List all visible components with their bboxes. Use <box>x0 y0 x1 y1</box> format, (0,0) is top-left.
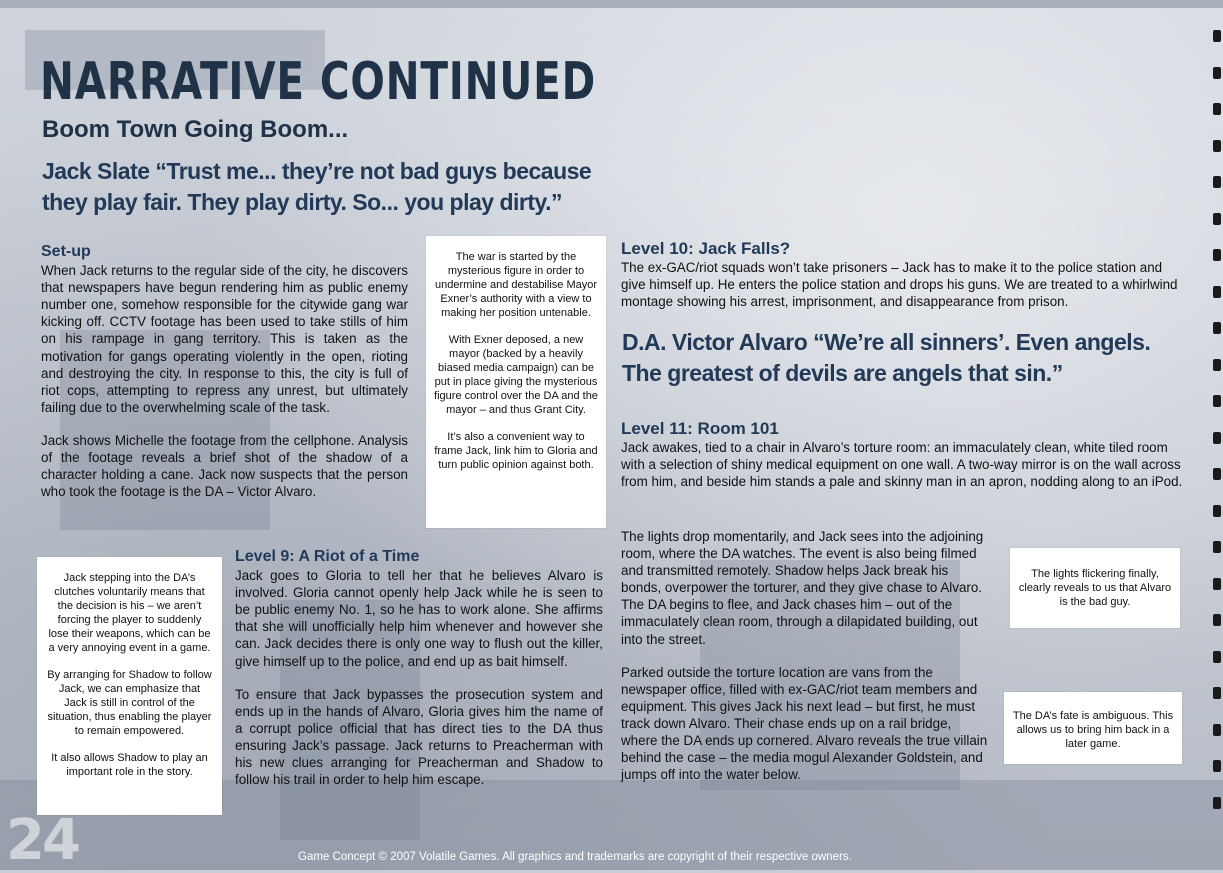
level-10-section <box>621 240 1186 326</box>
setup-paragraph: When Jack returns to the regular side of the city, he discovers that newspapers have begun rendering him as public enemy number one, somehow responsible for the citywide gang war kicking off. CCTV footage has been used to take stills of him on his rampage in gang territory. This is taken as the motivation for gangs operating violently in the open, rioting and destroying the city. In response to this, the city is full of riot cops, attempting to repress any unrest, but ultimately failing due to the overwhelming scale of the task. <box>41 263 408 415</box>
page-title: NARRATIVE CONTINUED <box>40 52 597 112</box>
note-paragraph: The DA’s fate is ambiguous. This allows us to bring him back in a later game. <box>1012 710 1174 750</box>
level-9-paragraph: Jack goes to Gloria to tell her that he believes Alvaro is involved. Gloria cannot openly help Jack while he is seen to be public enemy No. 1, so he has to work alone. She affirms that she will unofficially help him whenever and however she can. Jack decides there is only one way to flush out the killer, give himself up to the police, and end up as bait himself. <box>235 568 603 669</box>
setup-paragraph: Jack shows Michelle the footage from the cellphone. Analysis of the footage reveals a brief shot of the shadow of a character holding a cane. Jack now suspects that the person who took the footage is the DA – Victor Alvaro. <box>41 432 408 500</box>
setup-section <box>41 243 408 516</box>
level-9-paragraph: To ensure that Jack bypasses the prosecution system and ends up in the hands of Alvaro, Gloria gives him the name of a corrupt police official that has direct ties to the DA thus ensuring Jack’s passage. Jack returns to Preacherman with his new clues arranging for Preacherman and Shadow to follow his trail in order to help him escape. <box>235 686 603 788</box>
note-paragraph: It’s also a convenient way to frame Jack, link him to Gloria and turn public opinion against both. <box>434 431 598 471</box>
level-9-heading: Level 9: A Riot of a Time <box>235 548 420 565</box>
side-note-fate <box>1004 692 1182 764</box>
level-11-section <box>621 420 1186 506</box>
level-10-paragraph: The ex-GAC/riot squads won’t take prisoners – Jack has to make it to the police station and give himself up. He enters the police station and drops his guns. We are treated to a whirlwind montage showing his arrest, imprisonment, and disappearance from prison. <box>621 260 1178 310</box>
level-11-continued <box>621 528 989 799</box>
copyright-footer: Game Concept © 2007 Volatile Games. All graphics and trademarks are copyright of their respective owners. <box>298 851 852 863</box>
side-note-war <box>426 236 606 528</box>
level-9-section <box>235 548 603 804</box>
level-11-paragraph: Parked outside the torture location are vans from the newspaper office, filled with ex-GAC/riot team members and equipment. This gives Jack his next lead – but first, he must track down Alvaro. Their chase ends up on a rail bridge, where the DA ends up cornered. Alvaro reveals the true villain behind the case – the media mogul Alexander Goldstein, and jumps off into the water below. <box>621 664 988 783</box>
note-paragraph: Jack stepping into the DA’s clutches voluntarily means that the decision is his – we aren’t forcing the player to suddenly lose their weapons, which can be a very annoying event in a game. <box>48 572 211 654</box>
note-paragraph: By arranging for Shadow to follow Jack, we can emphasize that Jack is still in control of the situation, thus enabling the player to remain empowered. <box>47 669 212 737</box>
level-10-heading: Level 10: Jack Falls? <box>621 239 791 258</box>
top-edge <box>0 0 1223 8</box>
setup-heading: Set-up <box>41 243 91 260</box>
side-note-jack <box>37 557 222 815</box>
note-paragraph: It also allows Shadow to play an important role in the story. <box>51 752 208 778</box>
page-subtitle: Boom Town Going Boom... <box>42 116 349 143</box>
level-11-paragraph: Jack awakes, tied to a chair in Alvaro’s torture room: an immaculately clean, white tiled room with a selection of shiny medical equipment on one wall. A two-way mirror is on the wall across from him, and beside him stands a pale and skinny man in an apron, nodding along to an iPod. <box>621 440 1183 490</box>
note-paragraph: The war is started by the mysterious figure in order to undermine and destabilise Mayor Exner’s authority with a view to making her position untenable. <box>434 251 598 319</box>
note-paragraph: With Exner deposed, a new mayor (backed by a heavily biased media campaign) can be put in place giving the mysterious figure control over the DA and the mayor – and thus Grant City. <box>434 334 598 416</box>
side-note-lights <box>1010 548 1180 628</box>
jack-slate-quote: Jack Slate “Trust me... they’re not bad guys because they play fair. They play dirty. So... you play dirty.” <box>42 158 592 215</box>
level-11-heading: Level 11: Room 101 <box>621 419 779 438</box>
spiral-binding <box>1209 30 1223 870</box>
alvaro-quote: D.A. Victor Alvaro “We’re all sinners’. Even angels. The greatest of devils are angels that sin.” <box>622 329 1151 386</box>
note-paragraph: The lights flickering finally, clearly reveals to us that Alvaro is the bad guy. <box>1018 568 1172 608</box>
page-number: 24 <box>6 808 78 873</box>
level-11-paragraph: The lights drop momentarily, and Jack sees into the adjoining room, where the DA watches. The event is also being filmed and transmitted remotely. Shadow helps Jack break his bonds, overpower the torturer, and they give chase to Alvaro. The DA begins to flee, and Jack chases him – out of the immaculately clean room, through a dilapidated building, out into the street. <box>621 529 984 647</box>
